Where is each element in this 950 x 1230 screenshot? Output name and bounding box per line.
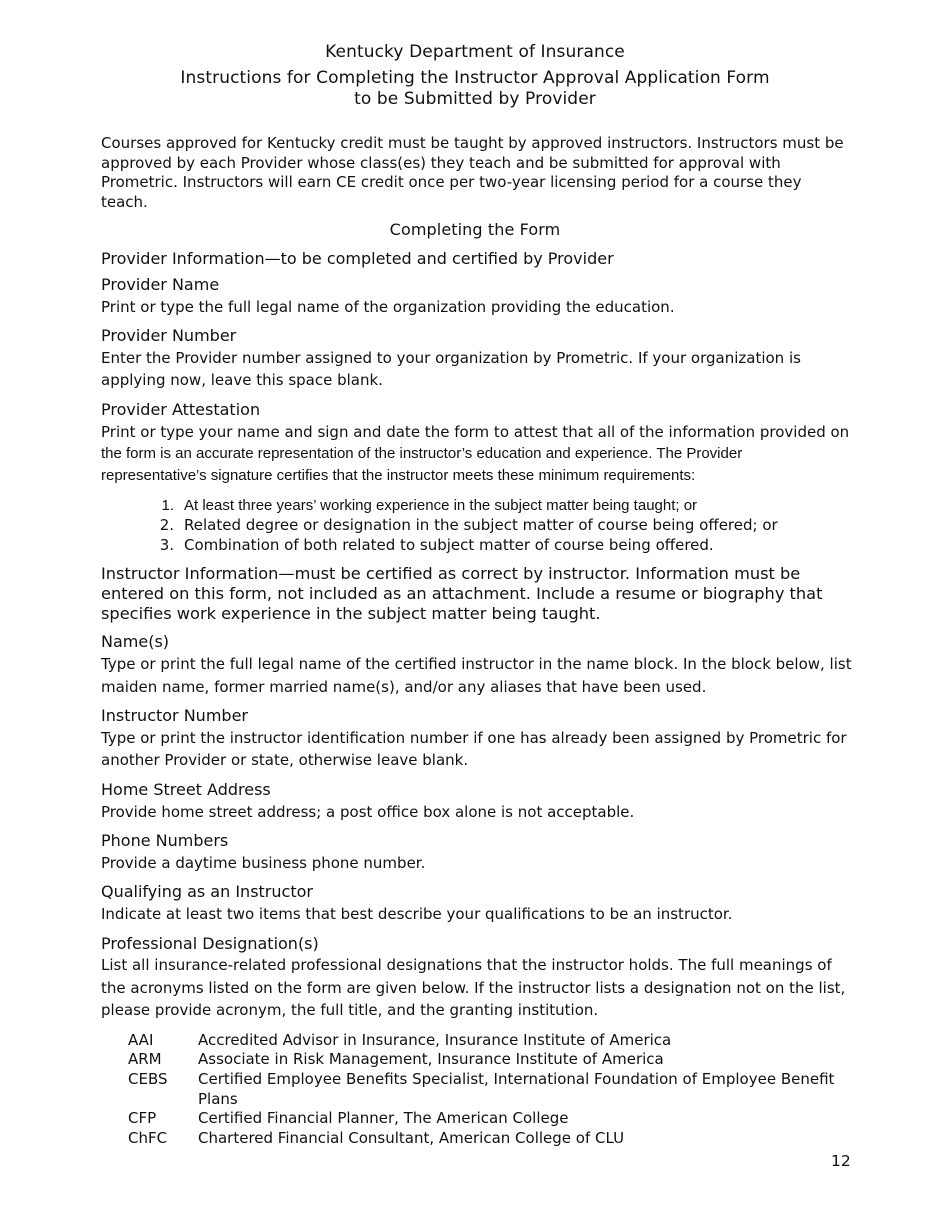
designations-text-line2: the acronyms listed on the form are given below. If the instructor lists a designation not on the list, [101,979,846,997]
names-text-line1: Type or print the full legal name of the certified instructor in the name block. In the block below, list [101,655,852,673]
designation-abbr: ARM [128,1050,162,1068]
provider-number-heading: Provider Number [101,326,237,345]
completing-heading: Completing the Form [389,220,561,239]
form-title-line1: Instructions for Completing the Instructor Approval Application Form [180,68,770,88]
designation-meaning: Certified Financial Planner, The American College [198,1109,569,1127]
requirement-text: Combination of both related to subject matter of course being offered. [184,536,714,554]
intro-paragraph: Courses approved for Kentucky credit must be taught by approved instructors. Instructors must be approved by each Provider whose class(es) they teach and be submitted for approval with Prometric. Instructors will earn CE credit once per two-year licensing period for a course they teach. [101,134,844,211]
provider-number-text-line1: Enter the Provider number assigned to your organization by Prometric. If your organization is [101,349,801,367]
phone-numbers-text: Provide a daytime business phone number. [101,854,426,872]
instructor-info-heading: Instructor Information—must be certified as correct by instructor. Information must be entered on this form, not included as an attachment. Include a resume or biography that specifies work experience in the subject matter being taught. [101,564,823,623]
names-text-line2: maiden name, former married name(s), and/or any aliases that have been used. [101,678,707,696]
designations-heading: Professional Designation(s) [101,934,319,953]
page-number: 12 [831,1152,851,1170]
attestation-text-line1: Print or type your name and sign and date the form to attest that all of the information provided on [101,423,850,441]
designation-abbr: CEBS [128,1070,168,1088]
home-address-text: Provide home street address; a post office box alone is not acceptable. [101,803,635,821]
instructor-number-text-line1: Type or print the instructor identification number if one has already been assigned by Prometric for [101,729,847,747]
names-heading: Name(s) [101,632,170,651]
designations-text-line3: please provide acronym, the full title, and the granting institution. [101,1001,599,1019]
provider-info-heading: Provider Information—to be completed and certified by Provider [101,249,614,268]
requirement-text: Related degree or designation in the subject matter of course being offered; or [184,516,778,534]
instructor-number-heading: Instructor Number [101,706,248,725]
requirement-number: 3. [159,536,174,554]
designation-abbr: ChFC [128,1129,168,1147]
designation-abbr: CFP [128,1109,157,1127]
home-address-heading: Home Street Address [101,780,271,799]
provider-name-text: Print or type the full legal name of the organization providing the education. [101,298,675,316]
qualifying-heading: Qualifying as an Instructor [101,882,313,901]
requirement-number: 2. [159,516,174,534]
designation-meaning: Associate in Risk Management, Insurance Institute of America [198,1050,664,1068]
designation-meaning: Certified Employee Benefits Specialist, International Foundation of Employee Benefit Plans [198,1070,835,1108]
designations-text-line1: List all insurance-related professional designations that the instructor holds. The full meanings of [101,956,832,974]
designation-meaning: Accredited Advisor in Insurance, Insurance Institute of America [198,1031,672,1049]
provider-number-text-line2: applying now, leave this space blank. [101,371,383,389]
qualifying-text: Indicate at least two items that best describe your qualifications to be an instructor. [101,905,733,923]
agency-title: Kentucky Department of Insurance [325,42,625,62]
phone-numbers-heading: Phone Numbers [101,831,229,850]
instructor-number-text-line2: another Provider or state, otherwise leave blank. [101,751,469,769]
attestation-text-line3: representative’s signature certifies that the instructor meets these minimum requirements: [101,467,696,484]
form-title-line2: to be Submitted by Provider [354,89,596,109]
provider-attestation-heading: Provider Attestation [101,400,261,419]
provider-name-heading: Provider Name [101,275,220,294]
designation-abbr: AAI [128,1031,154,1049]
designation-meaning: Chartered Financial Consultant, American College of CLU [198,1129,625,1147]
requirement-text: At least three years’ working experience in the subject matter being taught; or [184,497,698,514]
attestation-text-line2: the form is an accurate representation of the instructor’s education and experience. The Provider [101,445,743,462]
requirement-number: 1. [161,497,174,514]
